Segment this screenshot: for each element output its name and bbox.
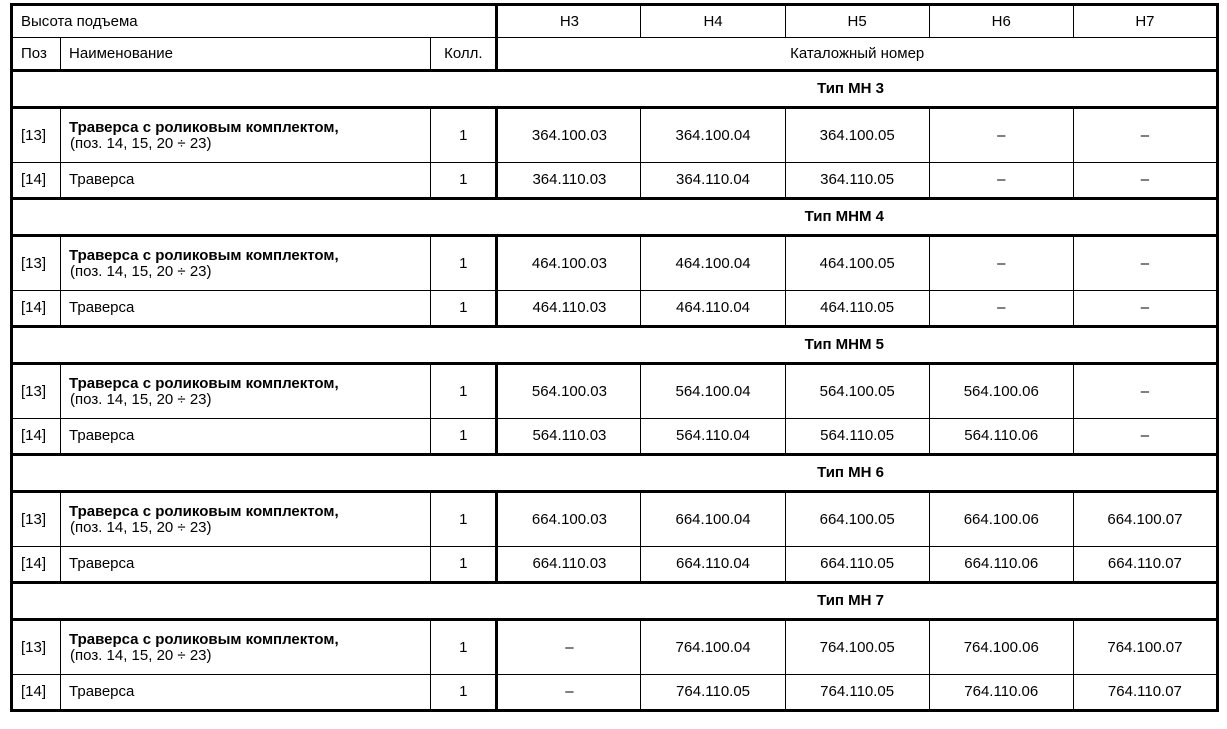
position-cell: [13] (12, 108, 61, 163)
quantity-cell: 1 (431, 547, 497, 583)
catalog-number-cell: 764.110.05 (641, 675, 785, 711)
table-row (12, 547, 1218, 583)
catalog-number-cell: – (1073, 419, 1217, 455)
catalog-number-cell: 664.100.05 (785, 492, 929, 547)
quantity-cell: 1 (431, 236, 497, 291)
quantity-cell: 1 (431, 163, 497, 199)
quantity-cell: 1 (431, 291, 497, 327)
catalog-number-cell: 464.110.05 (785, 291, 929, 327)
position-cell: [14] (12, 291, 61, 327)
item-name: Траверса (69, 427, 135, 444)
item-name: Траверса с роликовым комплектом, (69, 502, 339, 520)
quantity-cell: 1 (431, 419, 497, 455)
item-name-cell (61, 108, 431, 163)
item-name: Траверса с роликовым комплектом, (69, 630, 339, 648)
catalog-number-cell: 664.110.07 (1073, 547, 1217, 583)
catalog-number-cell: 664.110.04 (641, 547, 785, 583)
position-cell: [13] (12, 620, 61, 675)
catalog-number-cell: – (929, 291, 1073, 327)
catalog-number-cell: 464.110.04 (641, 291, 785, 327)
item-position-note: (поз. 14, 15, 20 ÷ 23) (70, 134, 212, 152)
catalog-number-cell: – (497, 620, 641, 675)
item-name: Траверса (69, 683, 135, 700)
item-name-cell (61, 364, 431, 419)
position-cell: [14] (12, 547, 61, 583)
catalog-number-cell: 564.110.05 (785, 419, 929, 455)
position-cell: [13] (12, 236, 61, 291)
quantity-cell: 1 (431, 492, 497, 547)
catalog-number-cell: – (1073, 108, 1217, 163)
type-group-label: Тип МНМ 5 (12, 327, 1218, 364)
quantity-cell: 1 (431, 364, 497, 419)
catalog-number-cell: 664.110.03 (497, 547, 641, 583)
name-column-header: Наименование (61, 38, 431, 71)
item-position-note: (поз. 14, 15, 20 ÷ 23) (70, 262, 212, 280)
catalog-number-cell: 664.110.06 (929, 547, 1073, 583)
position-cell: [14] (12, 419, 61, 455)
type-group-label: Тип МНМ 4 (12, 199, 1218, 236)
catalog-number-cell: 764.100.07 (1073, 620, 1217, 675)
parts-catalog-table (10, 3, 1219, 712)
item-name-cell (61, 492, 431, 547)
catalog-number-cell: 464.100.04 (641, 236, 785, 291)
catalog-number-cell: 464.110.03 (497, 291, 641, 327)
table-row (12, 291, 1218, 327)
item-name-cell (61, 236, 431, 291)
item-name-cell (61, 163, 431, 199)
height-h3-header: H3 (497, 5, 641, 38)
qty-column-header: Колл. (431, 38, 497, 71)
catalog-number-cell: 664.100.04 (641, 492, 785, 547)
item-name: Траверса (69, 555, 135, 572)
catalog-number-cell: 664.100.03 (497, 492, 641, 547)
catalog-number-cell: 564.100.05 (785, 364, 929, 419)
catalog-number-cell: 764.100.05 (785, 620, 929, 675)
catalog-number-cell: 464.100.05 (785, 236, 929, 291)
position-cell: [14] (12, 675, 61, 711)
catalog-number-cell: – (1073, 291, 1217, 327)
item-name: Траверса с роликовым комплектом, (69, 374, 339, 392)
catalog-number-cell: – (929, 236, 1073, 291)
position-cell: [13] (12, 364, 61, 419)
catalog-number-header: Каталожный номер (497, 38, 1218, 71)
item-name: Траверса (69, 299, 135, 316)
item-position-note: (поз. 14, 15, 20 ÷ 23) (70, 646, 212, 664)
quantity-cell: 1 (431, 620, 497, 675)
type-group-label: Тип МН 3 (12, 71, 1218, 108)
quantity-cell: 1 (431, 108, 497, 163)
type-group-label: Тип МН 7 (12, 583, 1218, 620)
quantity-cell: 1 (431, 675, 497, 711)
position-cell: [14] (12, 163, 61, 199)
catalog-number-cell: 564.110.06 (929, 419, 1073, 455)
catalog-number-cell: 564.100.03 (497, 364, 641, 419)
item-name-cell (61, 675, 431, 711)
catalog-number-cell: – (497, 675, 641, 711)
table-row (12, 236, 1218, 291)
table-row (12, 108, 1218, 163)
header-row-columns (12, 38, 1218, 71)
table-row (12, 492, 1218, 547)
height-h7-header: H7 (1073, 5, 1217, 38)
catalog-number-cell: 364.100.05 (785, 108, 929, 163)
catalog-number-cell: 764.110.05 (785, 675, 929, 711)
catalog-number-cell: 664.110.05 (785, 547, 929, 583)
type-group-row (12, 199, 1218, 236)
item-name: Траверса с роликовым комплектом, (69, 118, 339, 136)
catalog-number-cell: 764.110.06 (929, 675, 1073, 711)
catalog-number-cell: 764.110.07 (1073, 675, 1217, 711)
type-group-row (12, 327, 1218, 364)
type-group-row (12, 583, 1218, 620)
item-position-note: (поз. 14, 15, 20 ÷ 23) (70, 518, 212, 536)
height-h5-header: H5 (785, 5, 929, 38)
catalog-number-cell: 464.100.03 (497, 236, 641, 291)
table-row (12, 419, 1218, 455)
item-name-cell (61, 547, 431, 583)
catalog-number-cell: 364.100.04 (641, 108, 785, 163)
position-cell: [13] (12, 492, 61, 547)
item-name-cell (61, 291, 431, 327)
item-name-cell (61, 620, 431, 675)
lift-height-label: Высота подъема (12, 5, 497, 38)
catalog-number-cell: 764.100.06 (929, 620, 1073, 675)
height-h4-header: H4 (641, 5, 785, 38)
catalog-number-cell: 564.100.04 (641, 364, 785, 419)
catalog-number-cell: 364.110.03 (497, 163, 641, 199)
pos-column-header: Поз (12, 38, 61, 71)
table-row (12, 364, 1218, 419)
catalog-number-cell: 364.110.05 (785, 163, 929, 199)
catalog-number-cell: 564.110.04 (641, 419, 785, 455)
catalog-number-cell: 664.100.07 (1073, 492, 1217, 547)
catalog-number-cell: 564.100.06 (929, 364, 1073, 419)
height-h6-header: H6 (929, 5, 1073, 38)
item-name-cell (61, 419, 431, 455)
catalog-number-cell: – (929, 163, 1073, 199)
item-name: Траверса с роликовым комплектом, (69, 246, 339, 264)
catalog-number-cell: 764.100.04 (641, 620, 785, 675)
catalog-number-cell: – (1073, 163, 1217, 199)
catalog-number-cell: 364.100.03 (497, 108, 641, 163)
catalog-number-cell: – (1073, 236, 1217, 291)
type-group-row (12, 71, 1218, 108)
catalog-number-cell: – (929, 108, 1073, 163)
item-position-note: (поз. 14, 15, 20 ÷ 23) (70, 390, 212, 408)
item-name: Траверса (69, 171, 135, 188)
table-row (12, 675, 1218, 711)
header-row-heights (12, 5, 1218, 38)
catalog-number-cell: – (1073, 364, 1217, 419)
table-row (12, 620, 1218, 675)
type-group-label: Тип МН 6 (12, 455, 1218, 492)
table-row (12, 163, 1218, 199)
catalog-number-cell: 364.110.04 (641, 163, 785, 199)
catalog-number-cell: 564.110.03 (497, 419, 641, 455)
catalog-number-cell: 664.100.06 (929, 492, 1073, 547)
type-group-row (12, 455, 1218, 492)
